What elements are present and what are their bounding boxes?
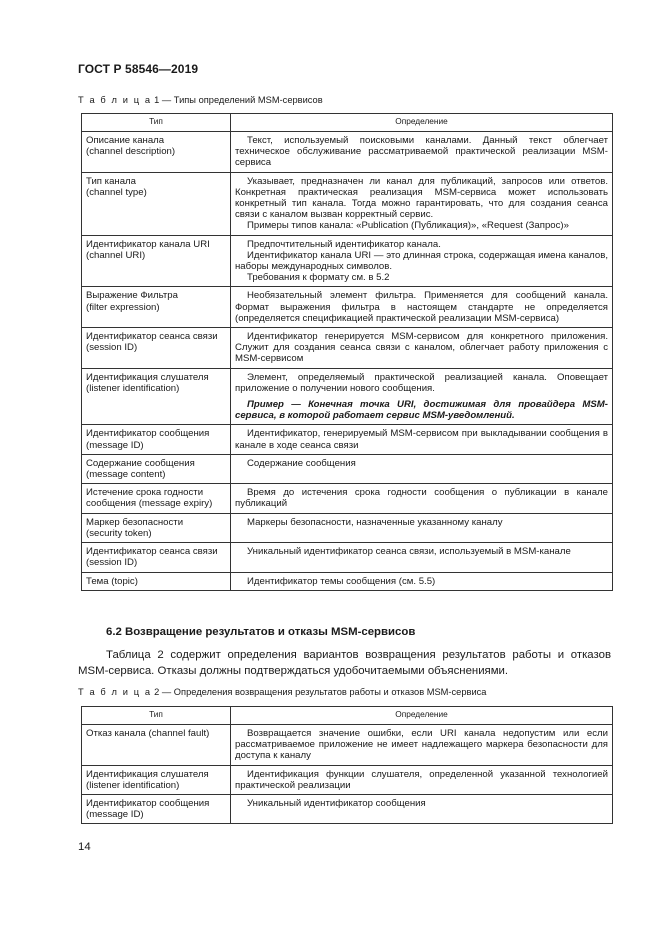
type-cell	[82, 235, 231, 287]
definition-cell	[231, 425, 613, 454]
table2-caption	[78, 687, 486, 697]
table2-caption-prefix: Т а б л и ц а	[78, 687, 152, 697]
definition-cell	[231, 132, 613, 173]
section-paragraph: Таблица 2 содержит определения вариантов возвращения результатов работы и отказов MSM-сервиса. Отказы должны подтверждаться удобочитаемыми объяснениями.	[78, 649, 611, 677]
definition-paragraph: Время до истечения срока годности сообщения о публикации в канале публикаций	[235, 487, 608, 510]
table-row	[82, 132, 613, 173]
type-cell	[82, 172, 231, 235]
definition-cell	[231, 328, 613, 369]
table1-caption	[78, 95, 323, 105]
type-cell	[82, 425, 231, 454]
definition-cell	[231, 454, 613, 483]
definition-cell	[231, 513, 613, 542]
definition-paragraph: Возвращается значение ошибки, если URI канала недопустим или если рассматриваемое приложение не имеет надлежащего маркера безопасности для доступа к каналу	[235, 728, 608, 762]
definition-cell	[231, 235, 613, 287]
definition-paragraph: Идентификатор темы сообщения (см. 5.5)	[247, 575, 436, 587]
table-row	[82, 287, 613, 328]
table-row	[82, 235, 613, 287]
type-line: (listener identification)	[86, 382, 180, 394]
type-line: (filter expression)	[86, 301, 160, 313]
definition-paragraph: Предпочтительный идентификатор канала.	[247, 238, 441, 250]
type-line: Идентификатор сеанса связи	[86, 546, 218, 558]
table1-col-def: Определение	[231, 114, 613, 132]
definition-cell	[231, 287, 613, 328]
definition-paragraph: Примеры типов канала: «Publication (Публикация)», «Request (Запрос)»	[247, 220, 569, 232]
table-row	[82, 765, 613, 794]
table-row	[82, 795, 613, 824]
definition-paragraph: Маркеры безопасности, назначенные указанному каналу	[247, 516, 503, 528]
table-row	[82, 454, 613, 483]
page-number: 14	[78, 841, 91, 853]
definition-cell	[231, 725, 613, 766]
type-cell	[82, 795, 231, 824]
type-line: Идентификация слушателя	[86, 371, 209, 383]
type-line: Маркер безопасности	[86, 516, 184, 528]
definition-paragraph: Элемент, определяемый практической реализацией канала. Оповещает приложение о получении нового сообщения.	[235, 371, 608, 394]
type-line: (channel type)	[86, 186, 147, 198]
type-line: Отказ канала (channel fault)	[86, 728, 210, 739]
definition-cell	[231, 543, 613, 572]
definition-paragraph: Указывает, предназначен ли канал для публикаций, запросов или ответов. Конкретная практическая реализация MSM-сервиса может использовать конкретный тип канала. Тогда можно гарантировать, что для создания сеанса связи с каналом вызван корректный сервис.	[235, 175, 608, 221]
type-cell	[82, 287, 231, 328]
table-row	[82, 484, 613, 513]
type-cell	[82, 572, 231, 590]
type-line: Идентификация слушателя	[86, 768, 209, 780]
definition-cell	[231, 484, 613, 513]
type-line: Истечение срока годности	[86, 487, 204, 499]
type-cell	[82, 543, 231, 572]
type-line: сообщения (message expiry)	[86, 498, 213, 510]
definition-paragraph: Содержание сообщения	[247, 457, 356, 469]
type-line: (message ID)	[86, 439, 144, 451]
type-cell	[82, 328, 231, 369]
definition-paragraph: Идентификатор канала URI — это длинная строка, содержащая имена каналов, наборы международных символов.	[235, 249, 608, 273]
type-line: (channel description)	[86, 146, 176, 158]
table-row	[82, 572, 613, 590]
type-line: Идентификатор сообщения	[86, 798, 210, 810]
type-line: (channel URI)	[86, 249, 146, 261]
definition-paragraph: Уникальный идентификатор сообщения	[247, 798, 426, 810]
table-row	[82, 513, 613, 542]
definition-paragraph: Уникальный идентификатор сеанса связи, используемый в MSM-канале	[247, 546, 571, 558]
type-line: Выражение Фильтра	[86, 290, 178, 302]
definition-cell	[231, 795, 613, 824]
type-line: (session ID)	[86, 557, 138, 569]
type-line: Идентификатор сообщения	[86, 428, 210, 440]
type-cell	[82, 132, 231, 173]
table1-caption-text: 1 — Типы определений MSM-сервисов	[151, 95, 323, 105]
type-cell	[82, 484, 231, 513]
type-cell	[82, 368, 231, 425]
type-line: Идентификатор сеанса связи	[86, 331, 218, 343]
definition-paragraph: Необязательный элемент фильтра. Применяется для сообщений канала. Формат выражения фильтра в настоящем стандарте не определяется (определяется спецификацией практической реализации MSM-сервиса)	[235, 290, 608, 324]
table1-caption-prefix: Т а б л и ц а	[78, 95, 152, 105]
definition-cell	[231, 765, 613, 794]
type-line: Описание канала	[86, 135, 165, 146]
type-line: Тема (topic)	[86, 575, 138, 587]
definition-paragraph: Идентификатор генерируется MSM-сервисом для конкретного приложения. Служит для создания сеанса связи с каналом, облегчает работу приложения с MSM-сервисом	[235, 331, 608, 365]
definition-paragraph: Текст, используемый поисковыми каналами. Данный текст облегчает техническое обслуживание рассматриваемой практической реализации MSM-сервиса	[235, 135, 608, 169]
type-line: Тип канала	[86, 175, 136, 187]
table2-header-row	[82, 707, 613, 725]
type-line: Идентификатор канала URI	[86, 238, 210, 250]
table1-col-type: Тип	[82, 114, 231, 132]
definition-paragraph: Требования к формату см. в 5.2	[247, 272, 390, 284]
definition-cell	[231, 368, 613, 425]
definition-cell	[231, 172, 613, 235]
type-line: Содержание сообщения	[86, 457, 195, 469]
type-cell	[82, 765, 231, 794]
definition-paragraph: Идентификация функции слушателя, определенной указанной технологией практической реализации	[235, 768, 608, 791]
type-line: (session ID)	[86, 342, 138, 354]
table-row	[82, 725, 613, 766]
table1-header-row	[82, 114, 613, 132]
table-row	[82, 425, 613, 454]
section-heading: 6.2 Возвращение результатов и отказы MSM-сервисов	[106, 626, 416, 638]
type-cell	[82, 513, 231, 542]
table2-col-type: Тип	[82, 707, 231, 725]
table1	[81, 113, 613, 591]
type-cell	[82, 454, 231, 483]
table-row	[82, 328, 613, 369]
table2-caption-text: 2 — Определения возвращения результатов работы и отказов MSM-сервиса	[151, 687, 487, 697]
type-line: (message ID)	[86, 809, 144, 821]
table2	[81, 706, 613, 824]
table-row	[82, 172, 613, 235]
type-cell	[82, 725, 231, 766]
standard-designation: ГОСТ Р 58546—2019	[78, 62, 199, 76]
table2-col-def: Определение	[231, 707, 613, 725]
type-line: (listener identification)	[86, 779, 180, 791]
type-line: (security token)	[86, 527, 152, 539]
table-row	[82, 543, 613, 572]
definition-cell	[231, 572, 613, 590]
table-row	[82, 368, 613, 425]
example-note: Пример — Конечная точка URI, достижимая для провайдера MSM-сервиса, в которой работает сервис MSM-уведомлений.	[235, 399, 608, 422]
type-line: (message content)	[86, 469, 166, 481]
definition-paragraph: Идентификатор, генерируемый MSM-сервисом при выкладывании сообщения в канале в ходе сеанса связи	[235, 428, 608, 451]
